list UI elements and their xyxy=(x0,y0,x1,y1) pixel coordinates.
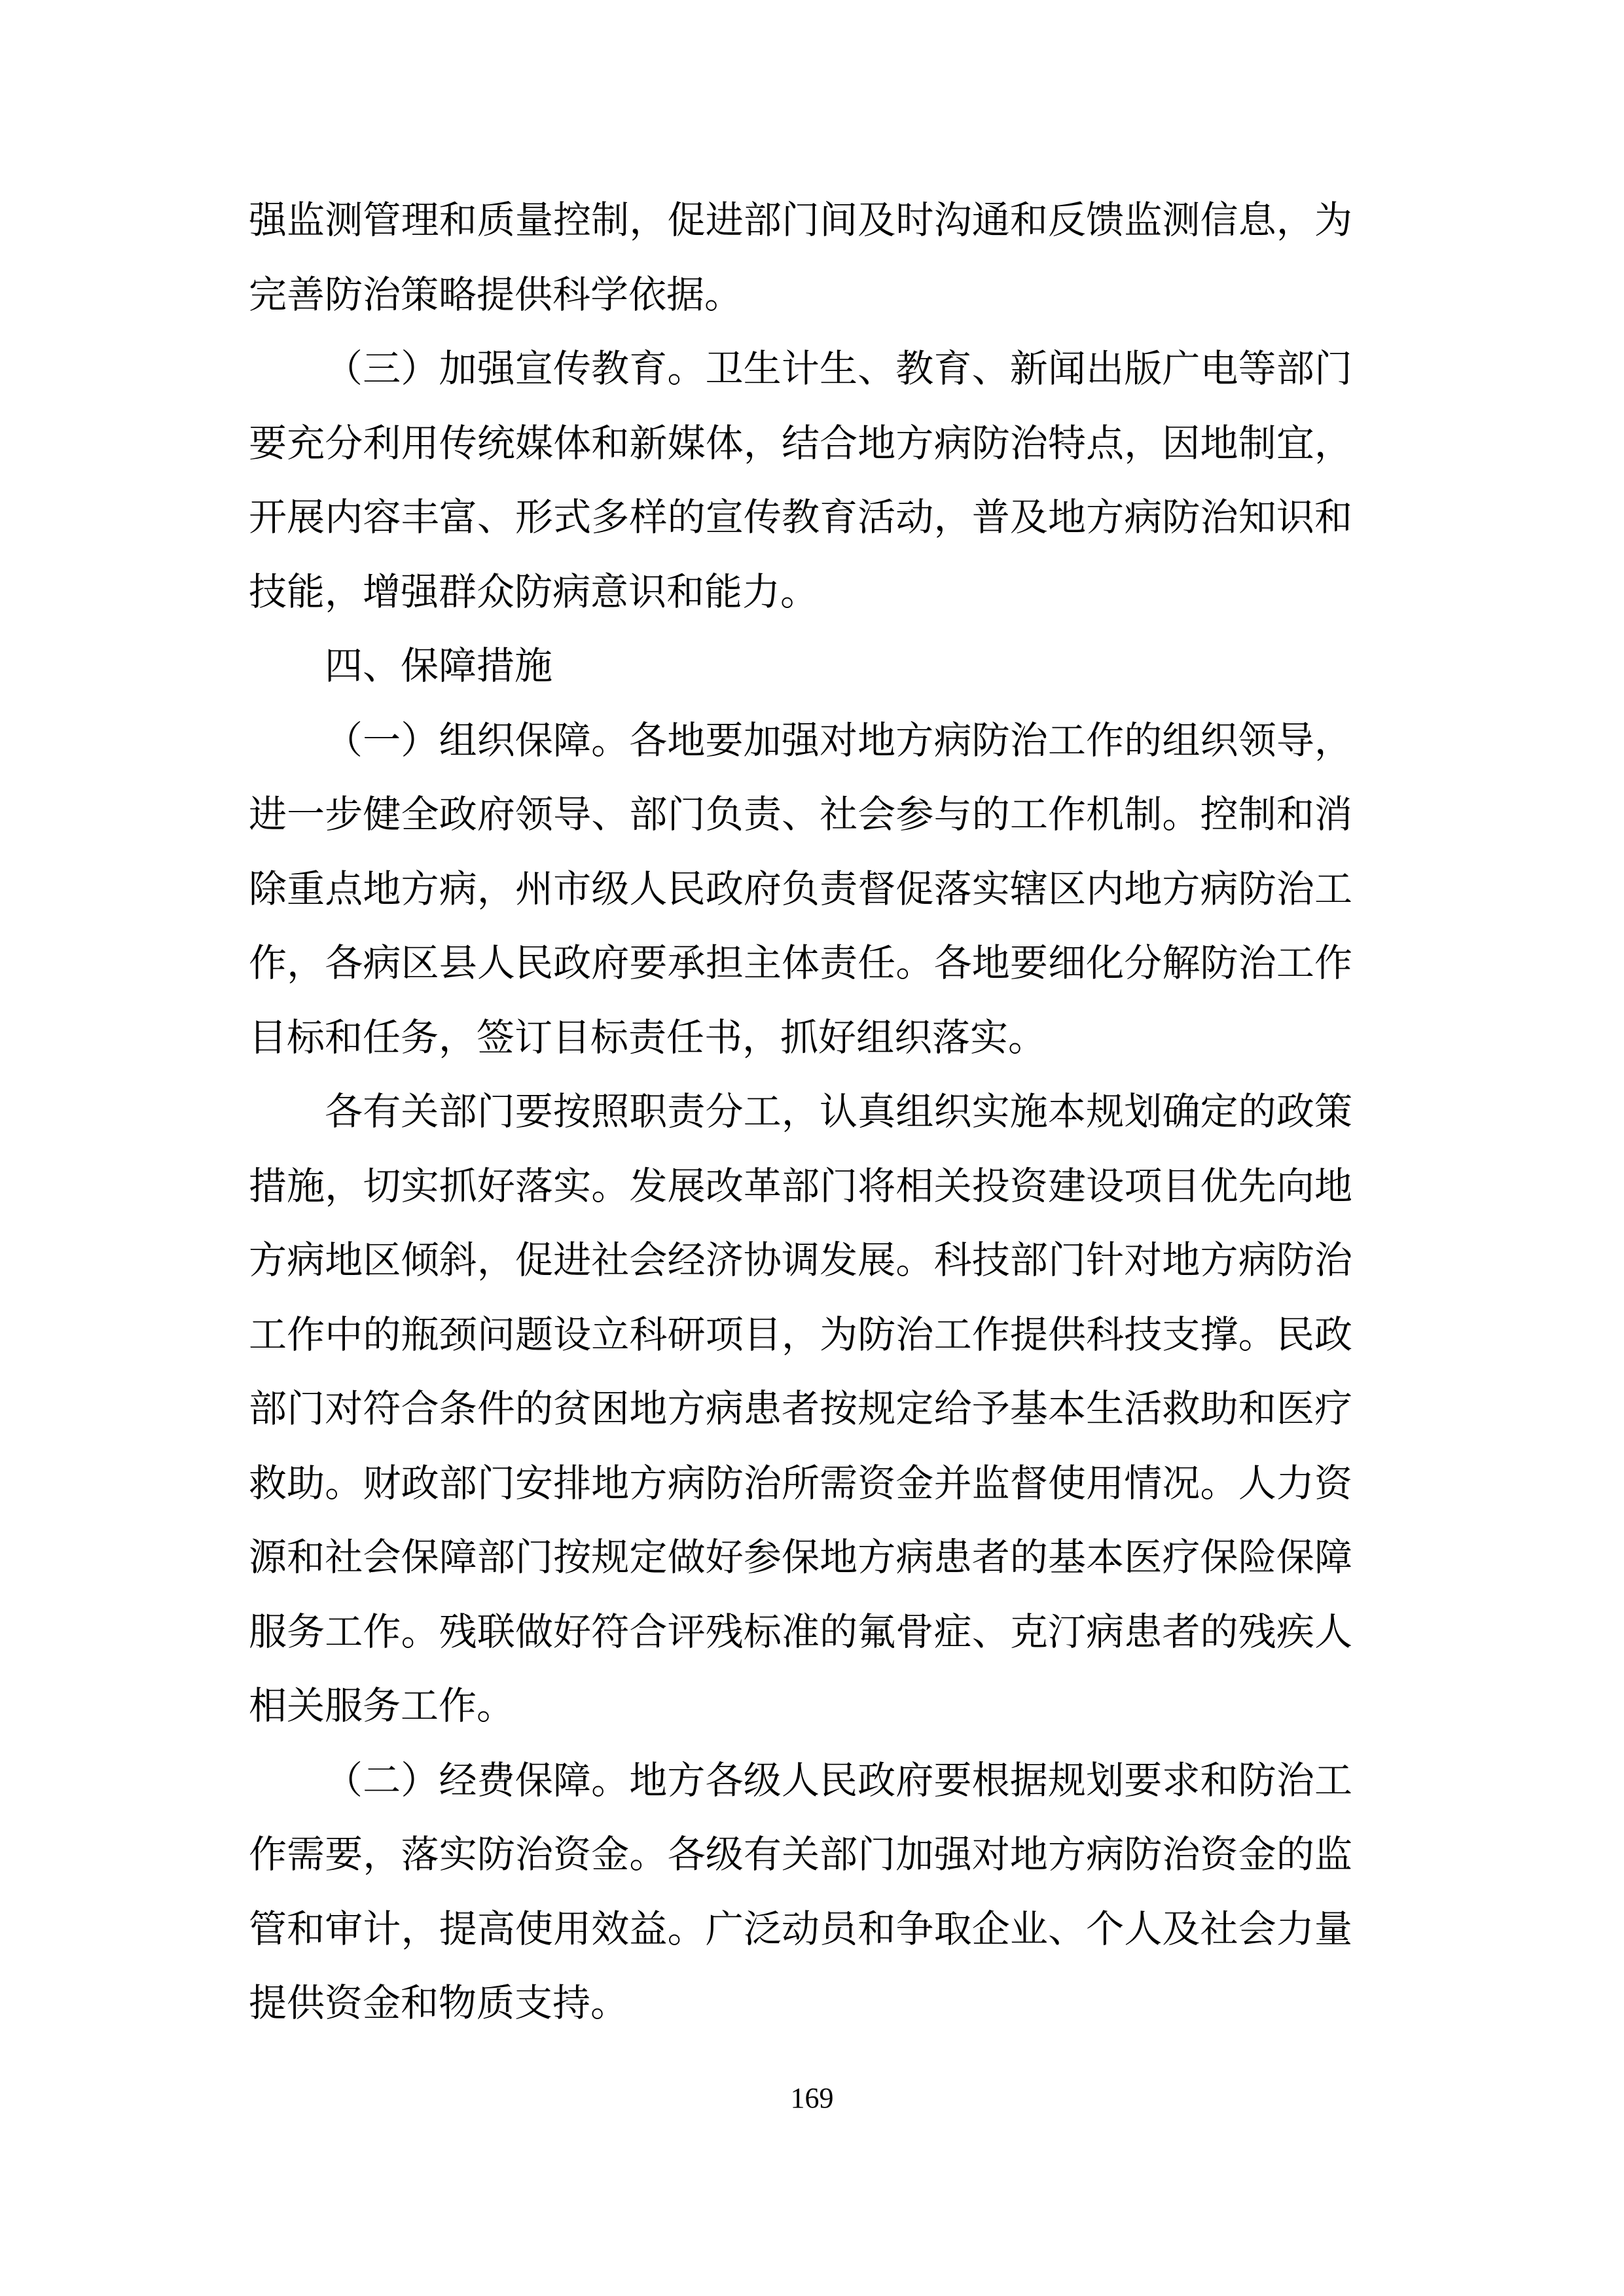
page-number: 169 xyxy=(790,2082,834,2114)
paragraph-monitoring-continuation: 强监测管理和质量控制，促进部门间及时沟通和反馈监测信息，为完善防治策略提供科学依据。 xyxy=(249,199,1352,316)
paragraph-3-publicity-education: （三）加强宣传教育。卫生计生、教育、新闻出版广电等部门要充分利用传统媒体和新媒体，结合地方病防治特点，因地制宜，开展内容丰富、形式多样的宣传教育活动，普及地方病防治知识和技能，增强群众防病意识和能力。 xyxy=(249,348,1352,613)
section-heading-safeguard-measures: 四、保障措施 xyxy=(325,645,553,687)
paragraph-2-funding-guarantee: （二）经费保障。地方各级人民政府要根据规划要求和防治工作需要，落实防治资金。各级有关部门加强对地方病防治资金的监管和审计，提高使用效益。广泛动员和争取企业、个人及社会力量提供资金和物质支持。 xyxy=(249,1759,1352,2024)
document-body xyxy=(249,183,1352,2041)
paragraph-1-organizational-guarantee: （一）组织保障。各地要加强对地方病防治工作的组织领导，进一步健全政府领导、部门负责、社会参与的工作机制。控制和消除重点地方病，州市级人民政府负责督促落实辖区内地方病防治工作，各病区县人民政府要承担主体责任。各地要细化分解防治工作目标和任务，签订目标责任书，抓好组织落实。 xyxy=(249,719,1352,1059)
paragraph-department-responsibilities: 各有关部门要按照职责分工，认真组织实施本规划确定的政策措施，切实抓好落实。发展改革部门将相关投资建设项目优先向地方病地区倾斜，促进社会经济协调发展。科技部门针对地方病防治工作中的瓶颈问题设立科研项目，为防治工作提供科技支撑。民政部门对符合条件的贫困地方病患者按规定给予基本生活救助和医疗救助。财政部门安排地方病防治所需资金并监督使用情况。人力资源和社会保障部门按规定做好参保地方病患者的基本医疗保险保障服务工作。残联做好符合评残标准的氟骨症、克汀病患者的残疾人相关服务工作。 xyxy=(249,1090,1352,1727)
